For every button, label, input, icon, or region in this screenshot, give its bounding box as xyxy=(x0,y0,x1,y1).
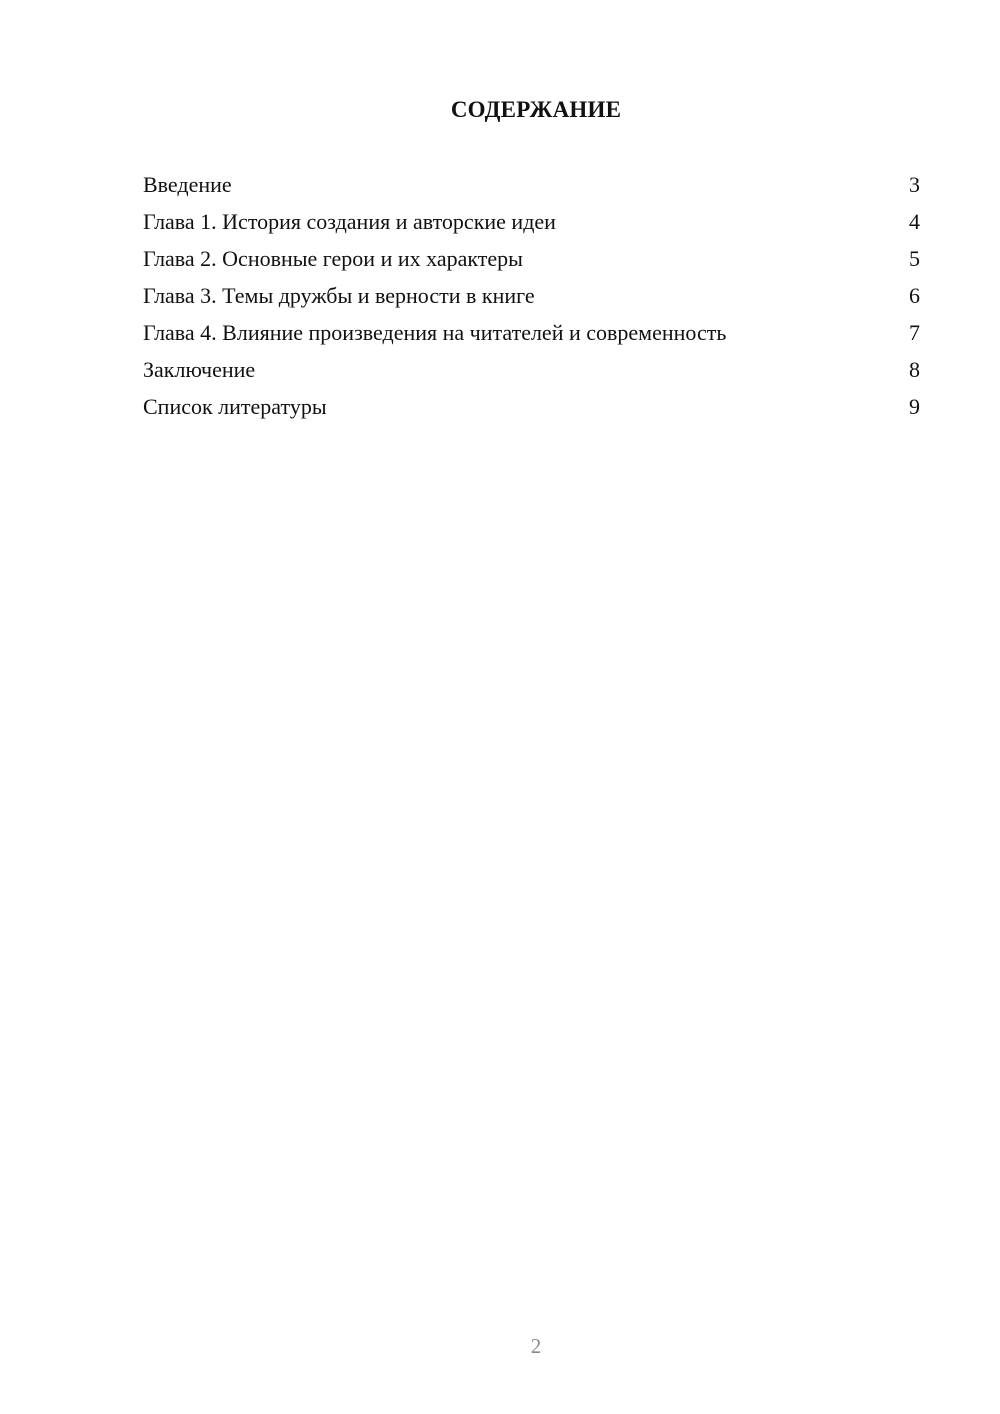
toc-entry-page: 5 xyxy=(909,246,920,271)
toc-entry-label: Введение xyxy=(143,172,232,197)
toc-entry-page: 4 xyxy=(909,209,920,234)
toc-entry-page: 9 xyxy=(909,394,920,419)
table-of-contents xyxy=(143,171,920,430)
toc-entry-page: 7 xyxy=(909,320,920,345)
toc-entry-chapter-2[interactable] xyxy=(143,245,920,282)
toc-entry-chapter-4[interactable] xyxy=(143,319,920,356)
toc-entry-bibliography[interactable] xyxy=(143,393,920,430)
toc-entry-label: Глава 1. История создания и авторские идеи xyxy=(143,209,556,234)
toc-entry-label: Список литературы xyxy=(143,394,327,419)
toc-entry-label: Глава 2. Основные герои и их характеры xyxy=(143,246,523,271)
toc-entry-page: 3 xyxy=(909,172,920,197)
toc-entry-page: 6 xyxy=(909,283,920,308)
toc-title: СОДЕРЖАНИЕ xyxy=(450,97,622,122)
toc-entry-page: 8 xyxy=(909,357,920,382)
page-number: 2 xyxy=(530,1334,542,1358)
toc-entry-label: Заключение xyxy=(143,357,256,382)
toc-entry-label: Глава 3. Темы дружбы и верности в книге xyxy=(143,283,535,308)
toc-entry-chapter-1[interactable] xyxy=(143,208,920,245)
toc-entry-introduction[interactable] xyxy=(143,171,920,208)
toc-entry-label: Глава 4. Влияние произведения на читателей и современность xyxy=(143,320,727,345)
toc-entry-chapter-3[interactable] xyxy=(143,282,920,319)
toc-entry-conclusion[interactable] xyxy=(143,356,920,393)
